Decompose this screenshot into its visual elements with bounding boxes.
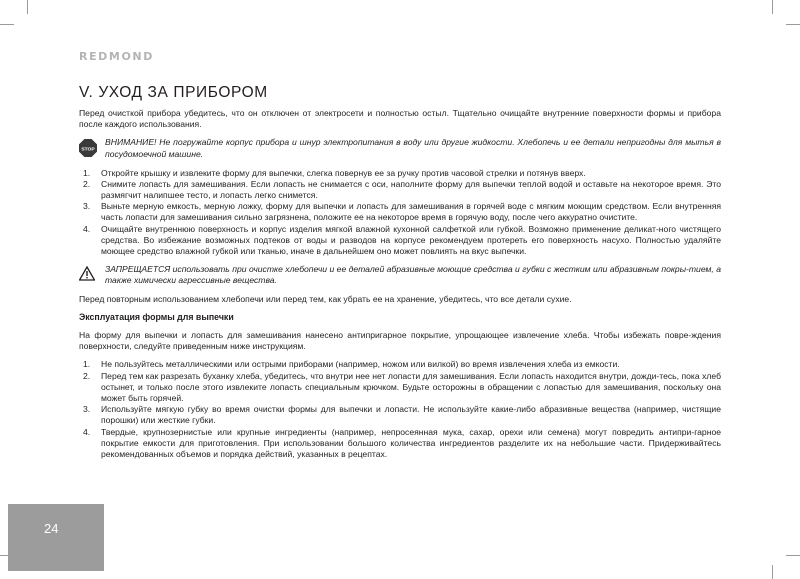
usage-rules [79, 359, 721, 460]
list-item [79, 179, 721, 201]
crop-mark [786, 555, 800, 556]
list-text: Очищайте внутреннюю поверхность и корпус изделия мягкой влажной кухонной салфеткой или губкой. Возможно применение деликат-ного чистящего средства. Во избежание возможных подтеков от воды и разводов на корпусе рекомендуем протереть его поверхность насухо. Полностью удаляйте моющее средство влажной губкой или тканью, иначе в дальнейшем оно может повлиять на вкус выпечки. [101, 223, 721, 257]
list-text: Не пользуйтесь металлическими или острыми приборами (например, ножом или вилкой) во время извлечения хлеба из емкости. [101, 359, 620, 370]
list-item [79, 224, 721, 258]
crop-mark [0, 555, 8, 556]
list-text: Откройте крышку и извлеките форму для выпечки, слегка повернув ее за ручку против часовой стрелки и потянув вверх. [101, 167, 586, 178]
section-title: V. УХОД ЗА ПРИБОРОМ [79, 84, 268, 101]
storage-paragraph: Перед повторным использованием хлебопечи или перед тем, как убрать ее на хранение, убедитесь, что все детали сухие. [79, 293, 572, 304]
list-text: Снимите лопасть для замешивания. Если лопасть не снимается с оси, наполните форму для выпечки теплой водой и оставьте на некоторое время. Это размягчит налипшее тесто, и лопасть легко снимется. [101, 178, 721, 201]
list-number: 2. [83, 178, 91, 189]
list-item [79, 427, 721, 461]
list-item [79, 168, 721, 179]
list-number: 2. [83, 370, 91, 381]
subsection-title: Эксплуатация формы для выпечки [79, 311, 234, 322]
list-item [79, 359, 721, 370]
list-number: 4. [83, 426, 91, 437]
list-item [79, 404, 721, 426]
list-text: Твердые, крупнозернистые или крупные ингредиенты (например, непросеянная мука, сахар, орехи или семена) могут повредить антипри-гарное покрытие емкости для приготовления. При использовании большого количества ингредиентов разделите их на небольшие части. Придерживайтесь рекомендованных объемов и порядка действий, указанных в рецептах. [101, 426, 721, 460]
stop-icon-label: STOP [81, 147, 95, 153]
list-text: Перед тем как разрезать буханку хлеба, убедитесь, что внутри нее нет лопасти для замешивания. Если лопасть находится внутри, дожди-тесь, пока хлеб остынет, и только после этого извлеките лопасть специальным крючком. Будьте осторожны в обращении с лопастью для замешивания, поскольку она может быть горячей. [101, 370, 721, 404]
stop-note-text: ВНИМАНИЕ! Не погружайте корпус прибора и шнур электропитания в воду или другие жидкости. Хлебопечь и ее детали непригодны для мытья в посудомоечной машине. [105, 137, 721, 159]
crop-mark [772, 565, 773, 579]
list-number: 1. [83, 167, 91, 178]
list-item [79, 371, 721, 405]
page-number: 24 [44, 521, 59, 536]
warning-note [79, 264, 721, 286]
stop-icon [79, 137, 105, 160]
cleaning-steps [79, 168, 721, 258]
list-number: 1. [83, 359, 91, 370]
list-number: 3. [83, 404, 91, 415]
warning-note-text: ЗАПРЕЩАЕТСЯ использовать при очистке хлебопечи и ее деталей абразивные моющие средства и губки с жестким или абразивным покры-тием, а также химически агрессивные вещества. [105, 264, 721, 286]
brand-logo: REDMOND [79, 50, 154, 63]
list-item [79, 201, 721, 223]
list-number: 4. [83, 223, 91, 234]
list-text: Выньте мерную емкость, мерную ложку, форму для выпечки и лопасть для замешивания в горячей воде с мягким моющим средством. Если внутренняя часть лопасти для замешивания сильно загрязнена, положите ее на некоторое время в горячую воду, после чего аккуратно очистите. [101, 201, 721, 223]
subsection-intro: На форму для выпечки и лопасть для замешивания нанесено антипригарное покрытие, упрощающее извлечение хлеба. Чтобы избежать повре-ждения поверхности, следуйте приведенным ниже инструкциям. [79, 330, 721, 352]
crop-mark [772, 0, 773, 14]
warning-icon [79, 264, 105, 284]
intro-paragraph: Перед очисткой прибора убедитесь, что он отключен от электросети и полностью остыл. Тщательно очищайте внутренние поверхности формы и прибора после каждого использования. [79, 108, 721, 130]
list-number: 3. [83, 201, 91, 212]
crop-mark [27, 0, 28, 14]
page-content [79, 108, 721, 460]
crop-mark [786, 24, 800, 25]
page-number-box [8, 504, 104, 571]
list-text: Используйте мягкую губку во время очистки формы для выпечки и лопасти. Не используйте какие-либо абразивные вещества (например, чистящие порошки) или жесткие губки. [101, 404, 721, 426]
crop-mark [0, 24, 14, 25]
stop-note [79, 137, 721, 160]
